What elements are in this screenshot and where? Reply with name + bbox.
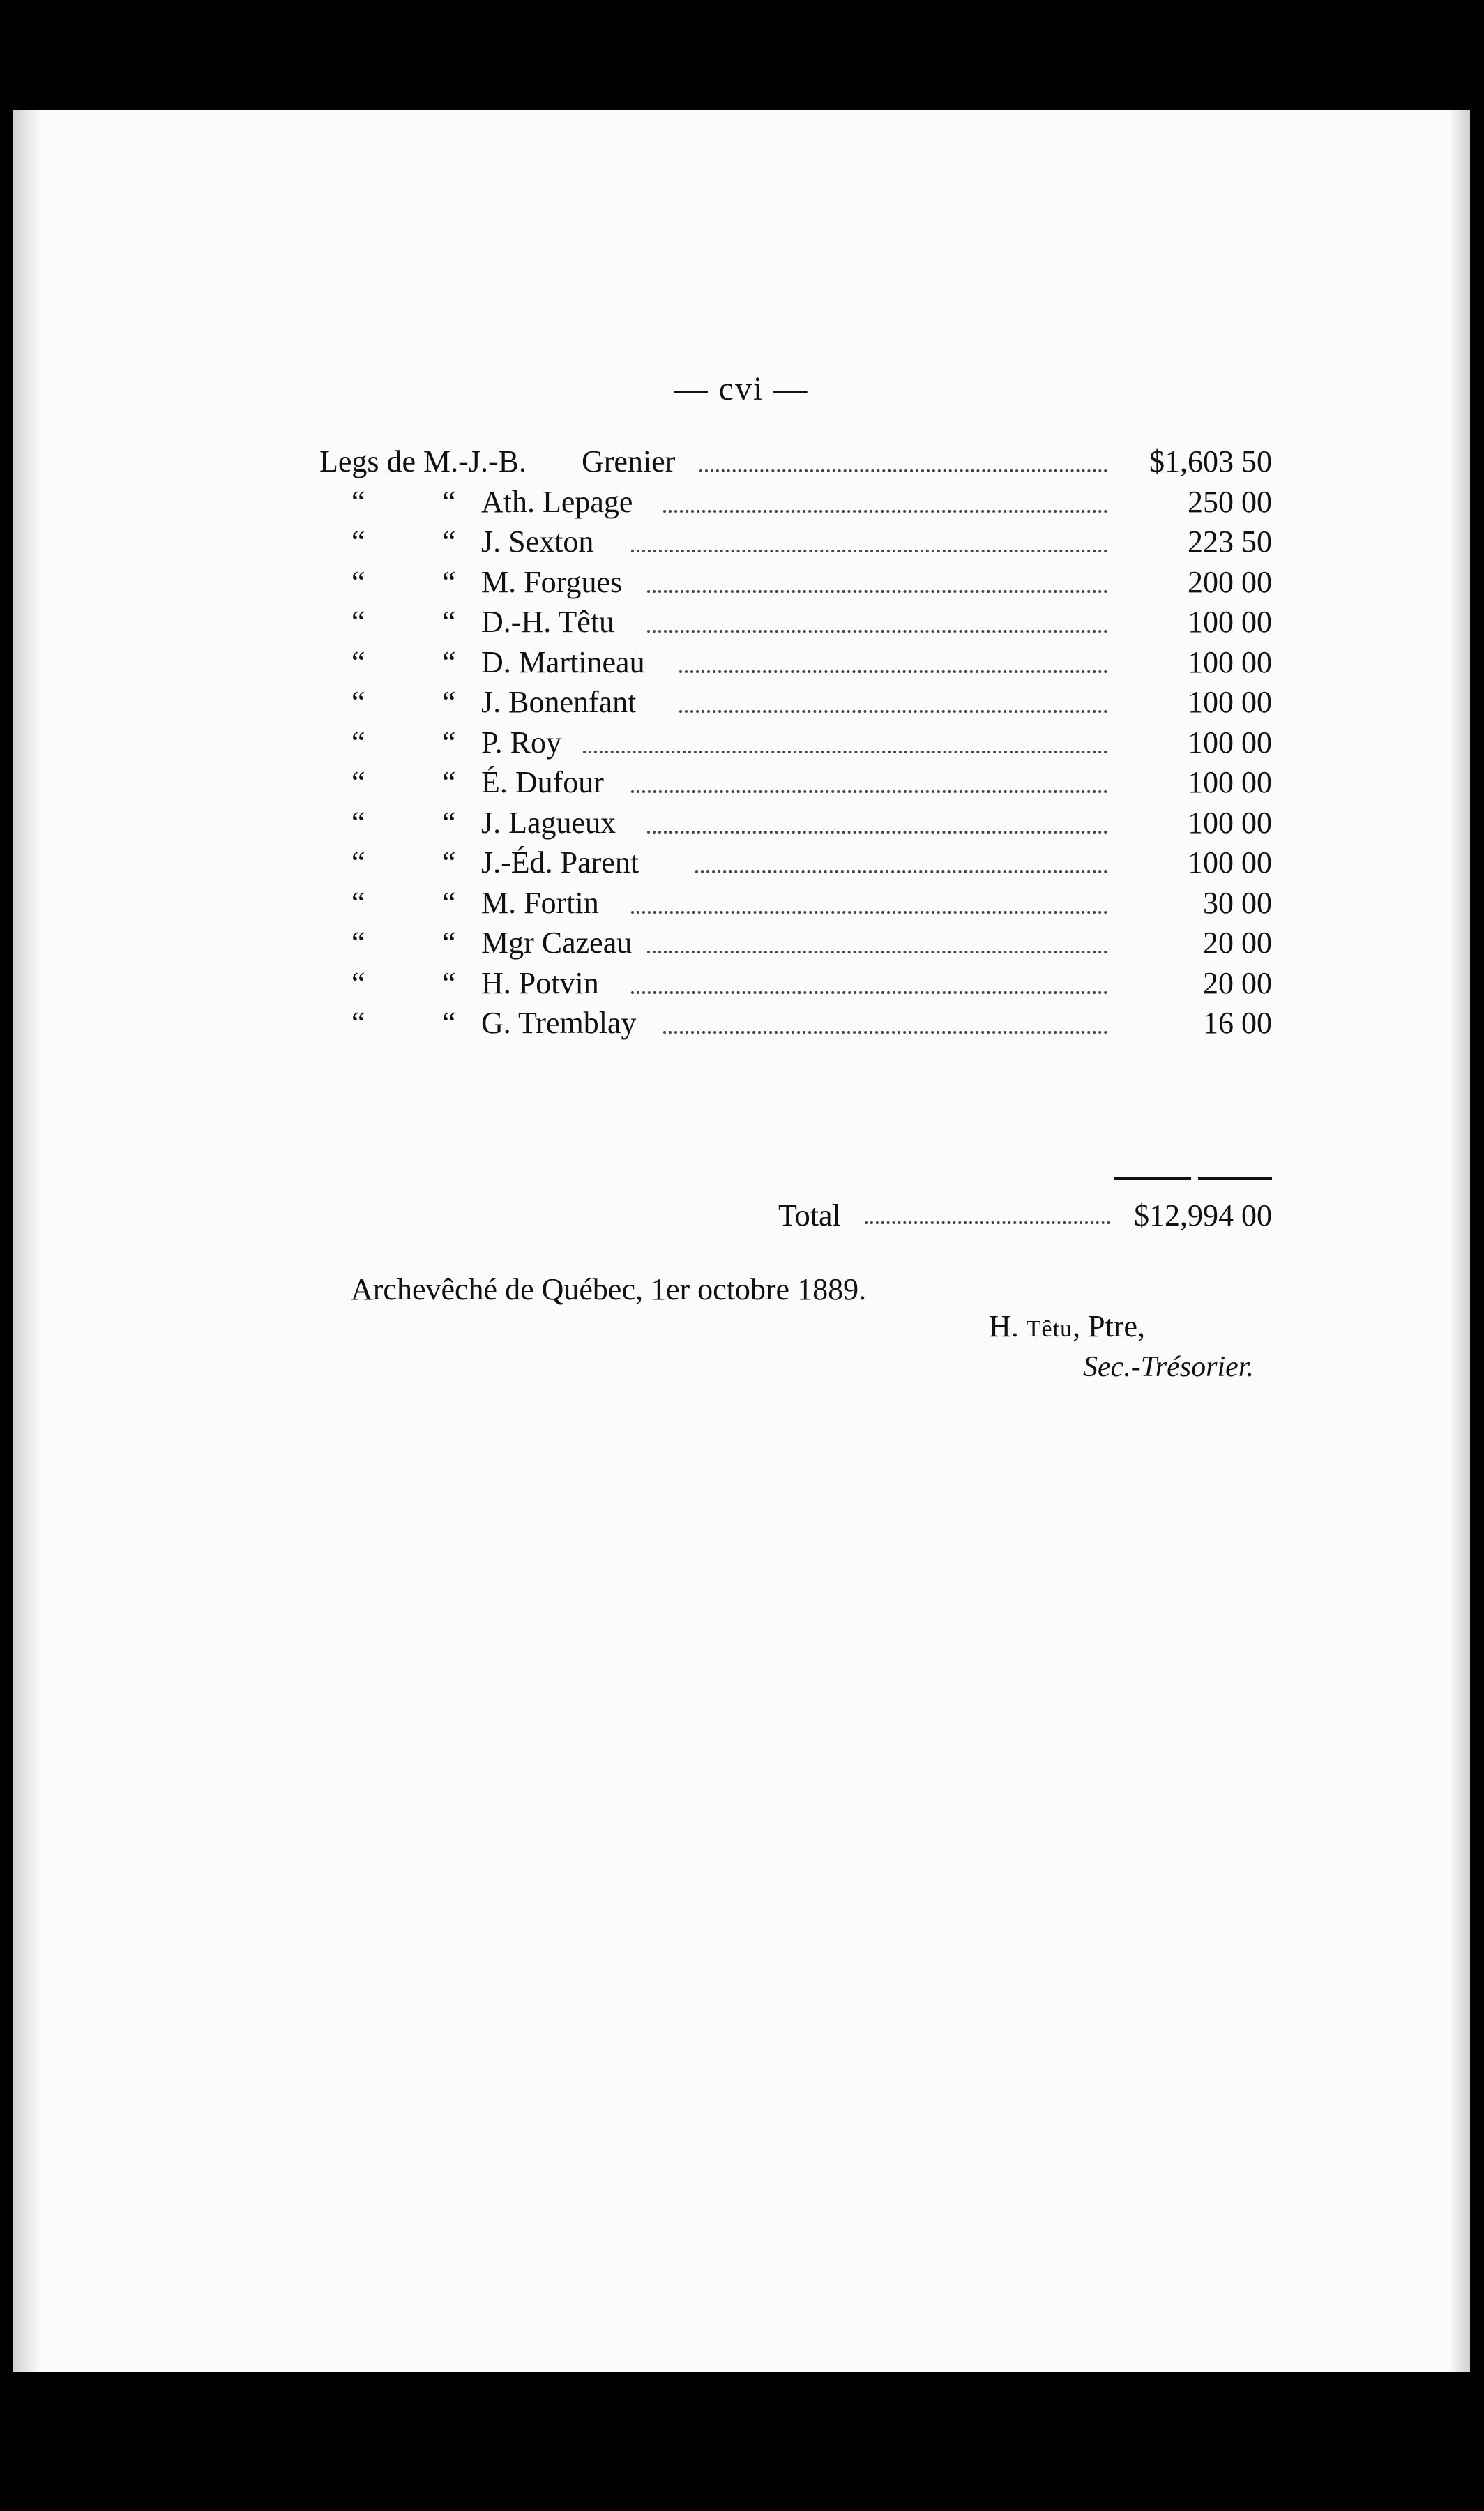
bequest-row xyxy=(13,963,1470,1004)
dot-leader xyxy=(647,587,1107,593)
ditto-mark: “ xyxy=(442,926,456,960)
dot-leader xyxy=(647,828,1107,834)
ditto-mark: “ xyxy=(351,644,365,679)
bequest-row xyxy=(13,602,1470,642)
bequest-row xyxy=(13,1003,1470,1043)
bequest-row xyxy=(13,803,1470,843)
dot-leader xyxy=(647,627,1107,633)
bequest-row xyxy=(13,682,1470,723)
ditto-mark: “ xyxy=(351,605,365,639)
ditto-mark: “ xyxy=(351,926,365,960)
dot-leader xyxy=(583,748,1107,753)
bequest-amount: 223 50 xyxy=(1188,525,1272,559)
signature-initial: H. xyxy=(989,1309,1019,1343)
ditto-mark: “ xyxy=(351,805,365,840)
bequest-amount: 100 00 xyxy=(1188,685,1272,719)
ditto-mark: “ xyxy=(442,605,456,639)
bequest-name: M. Fortin xyxy=(481,885,599,920)
bequest-prefix: Legs de M.-J.-B. xyxy=(319,444,527,478)
total-rule xyxy=(1114,1177,1191,1180)
ditto-mark: “ xyxy=(442,885,456,920)
bequest-name: J. Sexton xyxy=(481,525,594,559)
dot-leader xyxy=(663,1028,1107,1034)
bequest-name: M. Forgues xyxy=(481,564,623,599)
bequest-amount: 30 00 xyxy=(1203,885,1272,920)
ditto-mark: “ xyxy=(442,685,456,719)
bequest-name: Grenier xyxy=(582,444,676,478)
bequest-row xyxy=(13,923,1470,963)
bequest-row xyxy=(13,442,1470,482)
bequest-row xyxy=(13,522,1470,562)
bequest-name: Mgr Cazeau xyxy=(481,926,633,960)
dot-leader xyxy=(647,948,1107,953)
bequest-name: P. Roy xyxy=(481,725,561,760)
ditto-mark: “ xyxy=(351,525,365,559)
bequest-amount: 100 00 xyxy=(1188,765,1272,799)
bequest-amount: 100 00 xyxy=(1188,725,1272,760)
signature-title: Sec.-Trésorier. xyxy=(1083,1351,1254,1383)
total-label: Total xyxy=(778,1198,841,1232)
dot-leader xyxy=(679,668,1107,673)
signature xyxy=(989,1309,1145,1344)
ditto-mark: “ xyxy=(351,1006,365,1040)
bequest-name: G. Tremblay xyxy=(481,1006,637,1040)
place-date: Archevêché de Québec, 1er octobre 1889. xyxy=(351,1272,867,1306)
bequest-name: D.-H. Têtu xyxy=(481,605,615,639)
total-amount: $12,994 00 xyxy=(1134,1198,1272,1232)
signature-surname: Têtu xyxy=(1026,1316,1073,1342)
ditto-mark: “ xyxy=(351,725,365,760)
bequest-name: H. Potvin xyxy=(481,965,599,1000)
ditto-mark: “ xyxy=(351,885,365,920)
page-number: — cvi — xyxy=(674,370,809,407)
bequest-row xyxy=(13,843,1470,883)
bequest-amount: 200 00 xyxy=(1188,564,1272,599)
ditto-mark: “ xyxy=(442,1006,456,1040)
bequest-row xyxy=(13,562,1470,603)
bequest-name: J. Bonenfant xyxy=(481,685,637,719)
ditto-mark: “ xyxy=(442,644,456,679)
bequest-amount: 100 00 xyxy=(1188,845,1272,880)
bequest-amount: 100 00 xyxy=(1188,605,1272,639)
dot-leader xyxy=(631,547,1107,552)
ditto-mark: “ xyxy=(442,484,456,519)
dot-leader xyxy=(631,787,1107,793)
bequest-name: É. Dufour xyxy=(481,765,604,799)
dot-leader xyxy=(865,1221,1110,1224)
bequest-name: J.-Éd. Parent xyxy=(481,845,639,880)
dot-leader xyxy=(663,507,1107,513)
bequest-row xyxy=(13,642,1470,683)
bequest-name: D. Martineau xyxy=(481,644,645,679)
ditto-mark: “ xyxy=(442,765,456,799)
bequest-row xyxy=(13,883,1470,923)
ditto-mark: “ xyxy=(351,685,365,719)
ditto-mark: “ xyxy=(351,845,365,880)
dot-leader xyxy=(631,908,1107,914)
ditto-mark: “ xyxy=(442,805,456,840)
ditto-mark: “ xyxy=(442,845,456,880)
bequest-name: Ath. Lepage xyxy=(481,484,633,519)
dot-leader xyxy=(695,868,1107,873)
bequest-amount: 100 00 xyxy=(1188,805,1272,840)
signature-suffix: , Ptre, xyxy=(1073,1309,1145,1343)
bequest-amount: $1,603 50 xyxy=(1149,444,1272,478)
ditto-mark: “ xyxy=(351,765,365,799)
dot-leader xyxy=(631,988,1107,994)
bequest-amount: 20 00 xyxy=(1203,926,1272,960)
bequest-amount: 100 00 xyxy=(1188,644,1272,679)
ditto-mark: “ xyxy=(351,965,365,1000)
ditto-mark: “ xyxy=(351,484,365,519)
bequest-amount: 20 00 xyxy=(1203,965,1272,1000)
ditto-mark: “ xyxy=(442,725,456,760)
bequest-row xyxy=(13,482,1470,522)
bequest-name: J. Lagueux xyxy=(481,805,616,840)
bequest-amount: 16 00 xyxy=(1203,1006,1272,1040)
ditto-mark: “ xyxy=(351,564,365,599)
ditto-mark: “ xyxy=(442,965,456,1000)
bequest-row xyxy=(13,762,1470,803)
total-row xyxy=(13,1195,1470,1237)
dot-leader xyxy=(699,467,1107,472)
bequest-amount: 250 00 xyxy=(1188,484,1272,519)
ditto-mark: “ xyxy=(442,564,456,599)
document-page xyxy=(13,110,1470,2372)
ditto-mark: “ xyxy=(442,525,456,559)
dot-leader xyxy=(679,707,1107,713)
total-rule xyxy=(1198,1177,1272,1180)
bequest-row xyxy=(13,723,1470,763)
